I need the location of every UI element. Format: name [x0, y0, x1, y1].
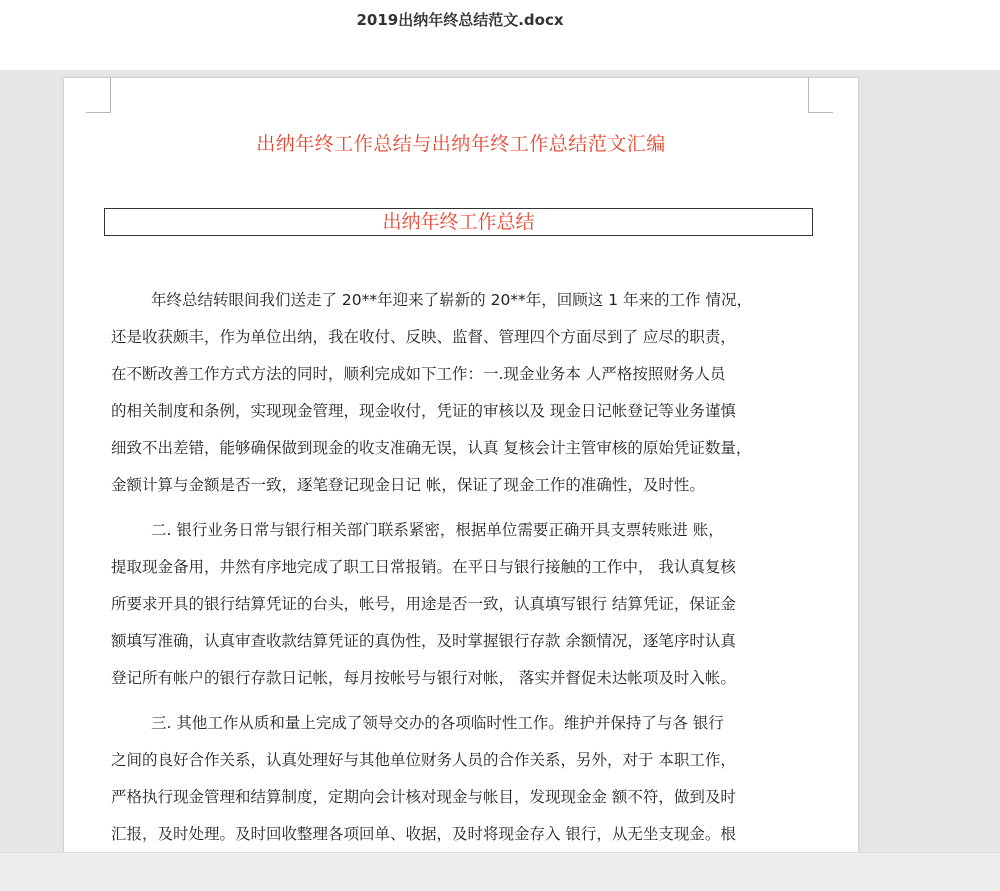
text-line: 提取现金备用，井然有序地完成了职工日常报销。在平日与银行接触的工作中， 我认真复核 — [111, 558, 736, 576]
paragraph-1 — [111, 282, 811, 504]
text-line: 之间的良好合作关系，认真处理好与其他单位财务人员的合作关系，另外，对于 本职工作， — [111, 751, 736, 769]
margin-corner-mark-top-right — [808, 78, 833, 113]
section-heading-box — [104, 208, 813, 236]
main-heading: 出纳年终工作总结与出纳年终工作总结范文汇编 — [256, 133, 666, 155]
document-filename: 2019出纳年终总结范文.docx — [356, 11, 564, 29]
document-page — [64, 78, 858, 868]
text-line: 年终总结转眼间我们送走了 20**年迎来了崭新的 20**年，回顾这 1 年来的工作 情况， — [151, 291, 752, 309]
document-body — [111, 282, 811, 853]
text-line: 所要求开具的银行结算凭证的台头，帐号，用途是否一致，认真填写银行 结算凭证，保证金 — [111, 595, 736, 613]
text-line: 严格执行现金管理和结算制度，定期向会计核对现金与帐目，发现现金金 额不符，做到及时 — [111, 788, 736, 806]
text-line: 汇报，及时处理。及时回收整理各项回单、收据，及时将现金存入 银行，从无坐支现金。根 — [111, 825, 736, 843]
text-line: 的相关制度和条例，实现现金管理，现金收付，凭证的审核以及 现金日记帐登记等业务谨慎 — [111, 402, 736, 420]
section-heading: 出纳年终工作总结 — [382, 211, 535, 233]
text-line: 还是收获颇丰，作为单位出纳，我在收付、反映、监督、管理四个方面尽到了 应尽的职责， — [111, 328, 736, 346]
text-line: 登记所有帐户的银行存款日记帐，每月按帐号与银行对帐， 落实并督促未达帐项及时入帐。 — [111, 669, 736, 687]
text-line: 金额计算与金额是否一致，逐笔登记现金日记 帐，保证了现金工作的准确性，及时性。 — [111, 476, 705, 494]
bottom-bar — [0, 852, 1000, 891]
text-line: 额填写准确，认真审查收款结算凭证的真伪性，及时掌握银行存款 余额情况，逐笔序时认真 — [111, 632, 736, 650]
text-line: 二. 银行业务日常与银行相关部门联系紧密，根据单位需要正确开具支票转账进 账， — [151, 521, 724, 539]
margin-corner-mark-top-left — [86, 78, 111, 113]
title-bar — [0, 0, 1000, 70]
text-line: 在不断改善工作方式方法的同时，顺利完成如下工作：一.现金业务本 人严格按照财务人员 — [111, 365, 726, 383]
text-line: 三. 其他工作从质和量上完成了领导交办的各项临时性工作。维护并保持了与各 银行 — [151, 714, 724, 732]
paragraph-2 — [111, 512, 811, 697]
paragraph-3 — [111, 705, 811, 853]
text-line: 细致不出差错，能够确保做到现金的收支准确无误，认真 复核会计主管审核的原始凭证数量， — [111, 439, 752, 457]
